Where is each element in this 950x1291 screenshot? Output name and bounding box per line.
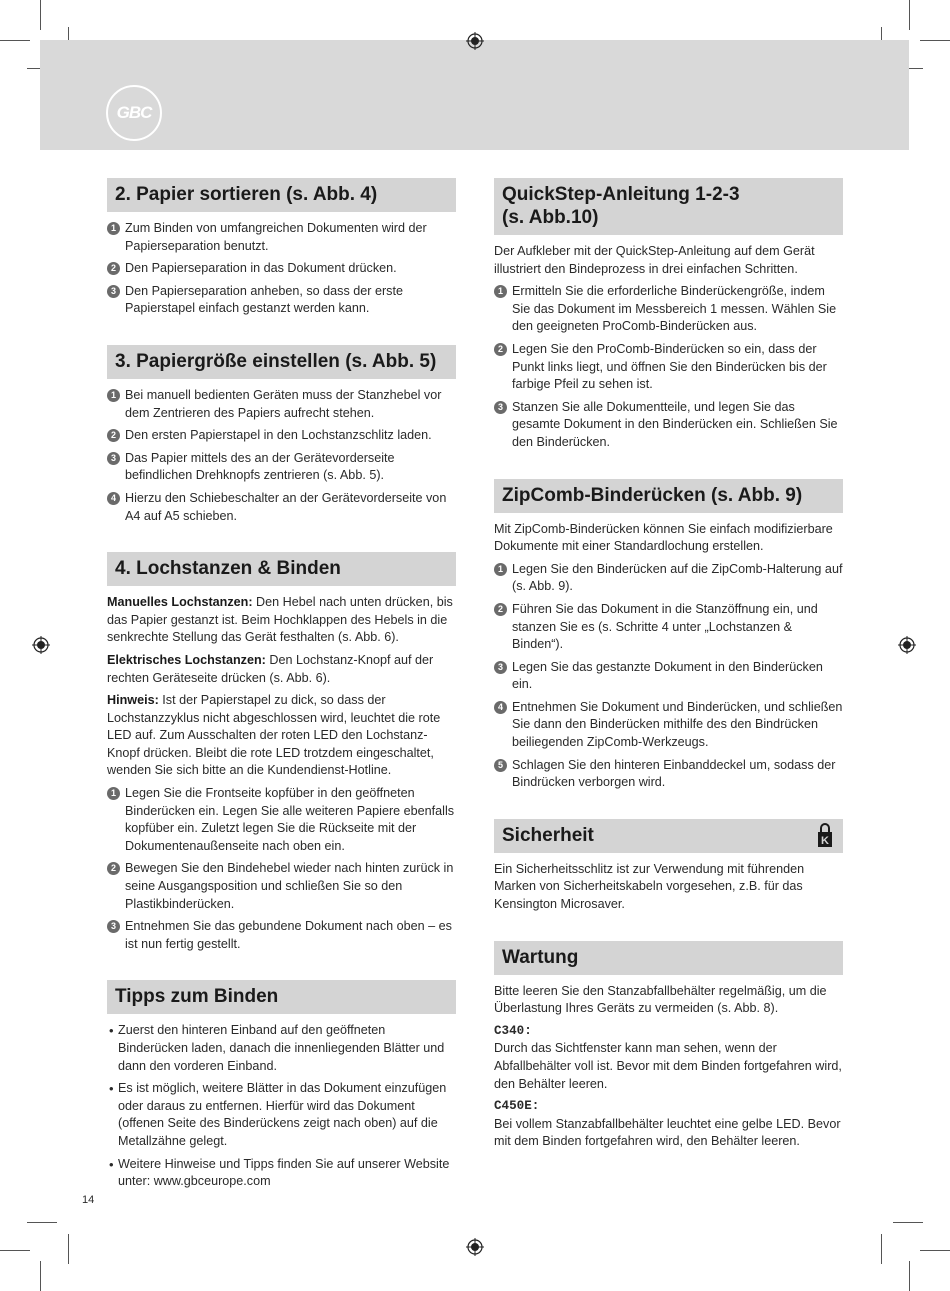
paper-sort-list <box>107 220 456 318</box>
crop-mark <box>68 1234 69 1264</box>
crop-mark <box>881 1234 882 1264</box>
list-item-text: Den Papierseparation anheben, so dass der erste Papierstapel einfach gestanzt werden kann. <box>125 283 403 316</box>
section-heading-quickstep <box>494 178 843 235</box>
step-number-icon: 1 <box>494 285 507 298</box>
step-number-icon: 1 <box>107 389 120 402</box>
step-number-icon: 3 <box>494 401 507 414</box>
section-heading-tips: Tipps zum Binden <box>107 980 456 1014</box>
list-item-text: Führen Sie das Dokument in die Stanzöffnung ein, und stanzen Sie es (s. Schritte 4 unter „Lochstanzen & Binden“). <box>512 601 818 652</box>
list-item <box>107 450 456 485</box>
list-item-text: Weitere Hinweise und Tipps finden Sie auf unserer Website unter: www.gbceurope.com <box>118 1156 450 1189</box>
registration-mark-icon <box>32 636 50 654</box>
list-item-text: Bei manuell bedienten Geräten muss der Stanzhebel vor dem Zentrieren des Papiers aufrecht stehen. <box>125 387 442 420</box>
quickstep-intro: Der Aufkleber mit der QuickStep-Anleitung auf dem Gerät illustriert den Bindeprozess in drei einfachen Schritten. <box>494 244 815 276</box>
electric-punch-paragraph <box>107 652 456 687</box>
crop-mark <box>0 1250 30 1251</box>
list-item-text: Es ist möglich, weitere Blätter in das Dokument einzufügen oder daraus zu entfernen. Hierfür wird das Dokument (offenen Seite des Binderückens zeigt nach oben) auf die Metallzähne gelegt. <box>118 1081 447 1148</box>
list-item-text: Bewegen Sie den Bindehebel wieder nach hinten zurück in seine Ausgangsposition und schließen Sie so den Plastikbinderücken. <box>125 861 454 911</box>
crop-mark <box>909 1261 910 1291</box>
list-item-text: Legen Sie die Frontseite kopfüber in den geöffneten Binderücken ein. Legen Sie alle weiteren Papiere ebenfalls kopfüber ein. Zuletzt legen Sie die Rückseite mit der Dokumentenaußenseite nach oben ein. <box>125 786 455 853</box>
list-item <box>107 427 456 445</box>
step-number-icon: 3 <box>494 661 507 674</box>
list-item-text: Den Papierseparation in das Dokument drücken. <box>125 261 397 276</box>
list-item-text: Entnehmen Sie das gebundene Dokument nach oben – es ist nun fertig gestellt. <box>125 919 452 951</box>
crop-mark <box>920 40 950 41</box>
crop-mark <box>909 0 910 30</box>
list-item <box>494 659 843 694</box>
step-number-icon: 4 <box>107 492 120 505</box>
right-column <box>494 178 843 1156</box>
list-item-text: Ermitteln Sie die erforderliche Binderückengröße, indem Sie das Dokument im Messbereich 1 messen. Wählen Sie den geeigneten ProComb-Binderücken aus. <box>512 284 837 334</box>
c450e-text: Bei vollem Stanzabfallbehälter leuchtet eine gelbe LED. Bevor mit dem Binden fortgefahren wird, den Behälter leeren. <box>494 1116 841 1149</box>
zipcomb-intro: Mit ZipComb-Binderücken können Sie einfach modifizierbare Dokumente mit einer Standardlochung erstellen. <box>494 521 833 554</box>
paragraph-label: Manuelles Lochstanzen: <box>107 595 253 610</box>
paragraph-label: Hinweis: <box>107 693 159 708</box>
step-number-icon: 1 <box>107 787 120 800</box>
section-heading-maintenance: Wartung <box>494 941 843 975</box>
left-column <box>107 178 456 1196</box>
c450e-label: C450E: <box>494 1099 540 1114</box>
section-heading-paper-sort: 2. Papier sortieren (s. Abb. 4) <box>107 178 456 212</box>
section-heading-zipcomb: ZipComb-Binderücken (s. Abb. 9) <box>494 479 843 513</box>
step-number-icon: 2 <box>494 343 507 356</box>
list-item <box>107 1156 456 1191</box>
list-item <box>107 220 456 255</box>
header-band <box>40 40 909 150</box>
step-number-icon: 4 <box>494 701 507 714</box>
note-paragraph <box>107 692 456 780</box>
crop-mark <box>40 1261 41 1291</box>
kensington-lock-icon <box>817 822 833 848</box>
heading-text: Sicherheit <box>502 824 594 846</box>
crop-mark <box>40 0 41 30</box>
c340-text: Durch das Sichtfenster kann man sehen, wenn der Abfallbehälter voll ist. Bevor mit dem Binden fortgefahren wird, den Behälter leeren. <box>494 1041 842 1091</box>
registration-mark-icon <box>466 1238 484 1256</box>
step-number-icon: 3 <box>107 285 120 298</box>
zipcomb-list <box>494 561 843 792</box>
registration-mark-icon <box>466 32 484 50</box>
list-item-text: Legen Sie den ProComb-Binderücken so ein, dass der Punkt links liegt, und öffnen Sie den Binderücken bis der farbige Pfeil zu sehen ist. <box>512 341 827 392</box>
paragraph-label: Elektrisches Lochstanzen: <box>107 652 266 667</box>
list-item <box>107 260 456 278</box>
list-item-text: Schlagen Sie den hinteren Einbanddeckel um, sodass der Bindrücken verborgen wird. <box>512 757 836 790</box>
manual-punch-paragraph <box>107 594 456 647</box>
step-number-icon: 2 <box>494 603 507 616</box>
crop-mark <box>893 1222 923 1223</box>
list-item <box>107 387 456 422</box>
list-item <box>107 785 456 855</box>
list-item-text: Legen Sie den Binderücken auf die ZipComb-Halterung auf (s. Abb. 9). <box>512 561 843 594</box>
list-item <box>494 757 843 792</box>
section-heading-punch-bind: 4. Lochstanzen & Binden <box>107 552 456 586</box>
svg-text:K: K <box>821 834 829 847</box>
step-number-icon: 1 <box>107 222 120 235</box>
list-item <box>107 283 456 318</box>
heading-line: (s. Abb.10) <box>502 207 599 228</box>
section-heading-paper-size: 3. Papiergröße einstellen (s. Abb. 5) <box>107 345 456 379</box>
bullet-icon: • <box>109 1081 114 1097</box>
step-number-icon: 3 <box>107 920 120 933</box>
step-number-icon: 2 <box>107 429 120 442</box>
list-item <box>107 1080 456 1150</box>
list-item-text: Das Papier mittels des an der Gerätevorderseite befindlichen Drehknopfs zentrieren (s. Abb. 5). <box>125 450 395 483</box>
list-item <box>494 601 843 654</box>
quickstep-list <box>494 283 843 451</box>
list-item <box>494 341 843 394</box>
list-item-text: Den ersten Papierstapel in den Lochstanzschlitz laden. <box>125 428 432 443</box>
list-item <box>107 918 456 953</box>
heading-line: QuickStep-Anleitung 1-2-3 <box>502 184 740 205</box>
list-item <box>494 283 843 336</box>
section-heading-security <box>494 819 843 853</box>
list-item <box>494 561 843 596</box>
maintenance-text: Bitte leeren Sie den Stanzabfallbehälter regelmäßig, um die Überlastung Ihres Geräts zu vermeiden (s. Abb. 8). <box>494 983 827 1016</box>
crop-mark <box>27 1222 57 1223</box>
list-item <box>107 860 456 913</box>
paragraph-text: Den Lochstanz-Knopf auf der rechten Geräteseite drücken (s. Abb. 6). <box>107 652 434 685</box>
security-text: Ein Sicherheitsschlitz ist zur Verwendung mit führenden Marken von Sicherheitskabeln vorgesehen, z.B. für das Kensington Microsaver. <box>494 861 805 912</box>
list-item-text: Entnehmen Sie Dokument und Binderücken, und schließen Sie dann den Binderücken mithilfe des den Bindrücken beiliegenden ZipComb-Werkzeugs. <box>512 699 843 750</box>
step-number-icon: 5 <box>494 759 507 772</box>
crop-mark <box>920 1250 950 1251</box>
tips-list <box>107 1022 456 1190</box>
list-item <box>494 699 843 752</box>
list-item-text: Stanzen Sie alle Dokumentteile, und legen Sie das gesamte Dokument in den Binderücken ein. Schließen Sie den Binderücken. <box>512 399 838 449</box>
list-item <box>107 1022 456 1075</box>
list-item <box>107 490 456 525</box>
list-item-text: Zum Binden von umfangreichen Dokumenten wird der Papierseparation benutzt. <box>125 221 427 253</box>
punch-bind-list <box>107 785 456 953</box>
step-number-icon: 2 <box>107 262 120 275</box>
list-item-text: Hierzu den Schiebeschalter an der Gerätevorderseite von A4 auf A5 schieben. <box>125 490 447 523</box>
logo-text: GBC <box>116 103 152 122</box>
paragraph-text: Den Hebel nach unten drücken, bis das Papier gestanzt ist. Beim Hochklappen des Hebels in die senkrechte Stellung das Gerät festhalten (s. Abb. 6). <box>107 595 453 645</box>
page-number: 14 <box>82 1194 95 1206</box>
paper-size-list <box>107 387 456 525</box>
step-number-icon: 3 <box>107 452 120 465</box>
gbc-logo <box>106 85 162 141</box>
list-item-text: Zuerst den hinteren Einband auf den geöffneten Binderücken laden, danach die innenliegenden Blätter und dann den vorderen Einband. <box>118 1023 445 1073</box>
registration-mark-icon <box>898 636 916 654</box>
step-number-icon: 2 <box>107 862 120 875</box>
c340-label: C340: <box>494 1023 532 1038</box>
crop-mark <box>0 40 30 41</box>
list-item <box>494 399 843 452</box>
bullet-icon: • <box>109 1023 114 1039</box>
bullet-icon: • <box>109 1156 114 1172</box>
list-item-text: Legen Sie das gestanzte Dokument in den Binderücken ein. <box>512 659 823 692</box>
step-number-icon: 1 <box>494 563 507 576</box>
paragraph-text: Ist der Papierstapel zu dick, so dass der Lochstanzzyklus nicht abgeschlossen wird, leuchtet die rote LED auf. Zum Ausschalten der roten LED den Lochstanz-Knopf drücken. Bleibt die rote LED trotzdem eingeschaltet, wenden Sie sich bitte an die Kundendienst-Hotline. <box>107 693 441 778</box>
